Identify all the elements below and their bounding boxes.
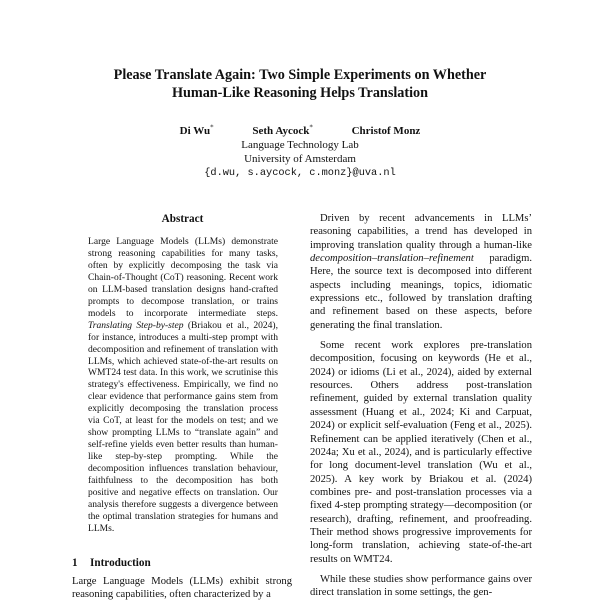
title-line-2: Human-Like Reasoning Helps Translation <box>171 85 429 101</box>
right-p1-text-2: paradigm. Here, the source text is decomposed into different aspects including meanings, topics, idiomatic expressions etc., followed by translation drafting and refinement based on these aspects, before generating the final translation. <box>310 253 532 331</box>
author-1 <box>180 125 214 137</box>
abstract-heading: Abstract <box>161 213 204 225</box>
abstract-italic-term: Translating Step-by-step <box>88 319 184 331</box>
right-p1-text-1: Driven by recent advancements in LLMs’ reasoning capabilities, a trend has developed in improving translation quality through a human-like <box>310 213 532 251</box>
section-heading-introduction <box>72 557 292 569</box>
introduction-paragraph: Large Language Models (LLMs) exhibit strong reasoning capabilities, often characterized by a <box>72 576 292 601</box>
author-2-mark: * <box>309 123 313 131</box>
author-2-name: Seth Aycock <box>252 124 310 137</box>
abstract-body <box>88 236 278 535</box>
right-p1-italic: decomposition–translation–refinement <box>310 253 474 265</box>
author-block <box>60 120 540 180</box>
abstract-text-2: (Briakou et al., 2024), for instance, introduces a multi-step prompt with decomposition and refinement of translation with LLMs, which achieved state-of-the-art results on WMT24 test data. In this work, we scrutinise this strategy's effectiveness. Empirically, we find no clear evidence that performance gains stem from explicitly decomposing the translation process via CoT, at least for the models on test; and we show prompting LLMs to “translate again” and self-refine yields even better results than human-like step-by-step prompting. While the decomposition influences translation behaviour, faithfulness to the decomposition has both positive and negative effects on translation. Our analysis therefore suggests a divergence between the optimal translation strategies for humans and LLMs. <box>88 319 278 534</box>
author-3 <box>352 125 421 137</box>
introduction-text <box>72 575 292 602</box>
right-paragraph-2: Some recent work explores pre-translation decomposition, focusing on keywords (He et al., 2024) or idioms (Li et al., 2024), aided by external resources. Others address post-translation refinement, guided by external translation quality assessment (Huang et al., 2024; Ki and Carpuat, 2024) or explicit self-evaluation (Feng et al., 2025). Refinement can be applied iteratively (Chen et al., 2024a; Xu et al., 2024), and is particularly effective for long document-level translation (Wu et al., 2025). A key work by Briakou et al. (2024) combines pre- and post-translation processes via a fixed 4-step prompting strategy—decomposition (or research), drafting, refinement, and proofreading. Their method shows progressive improvements for long-form translation, achieving state-of-the-art results on WMT24. <box>310 340 532 565</box>
affiliation-university: University of Amsterdam <box>244 152 356 165</box>
right-paragraph-3: While these studies show performance gains over direct translation in some settings, the gen- <box>310 573 532 599</box>
section-title: Introduction <box>90 557 151 569</box>
section-number: 1 <box>72 557 78 569</box>
author-emails: {d.wu, s.aycock, c.monz}@uva.nl <box>204 166 396 179</box>
affiliation-lab: Language Technology Lab <box>241 138 359 151</box>
author-1-name: Di Wu <box>179 124 211 137</box>
right-column <box>310 212 532 607</box>
author-3-name: Christof Monz <box>351 124 421 137</box>
title-line-1: Please Translate Again: Two Simple Experiments on Whether <box>113 67 487 83</box>
paper-title <box>60 66 540 102</box>
abstract-text-1: Large Language Models (LLMs) demonstrate strong reasoning capabilities for many tasks, often by explicitly decomposing the task via Chain-of-Thought (CoT) reasoning. Recent work on LLM-based translation designs hand-crafted prompts to decompose translation, or trains models to incorporate intermediate steps. <box>88 236 278 319</box>
author-2 <box>252 125 312 137</box>
right-paragraph-1 <box>310 212 532 332</box>
author-names <box>60 120 540 138</box>
author-1-mark: * <box>210 123 214 131</box>
